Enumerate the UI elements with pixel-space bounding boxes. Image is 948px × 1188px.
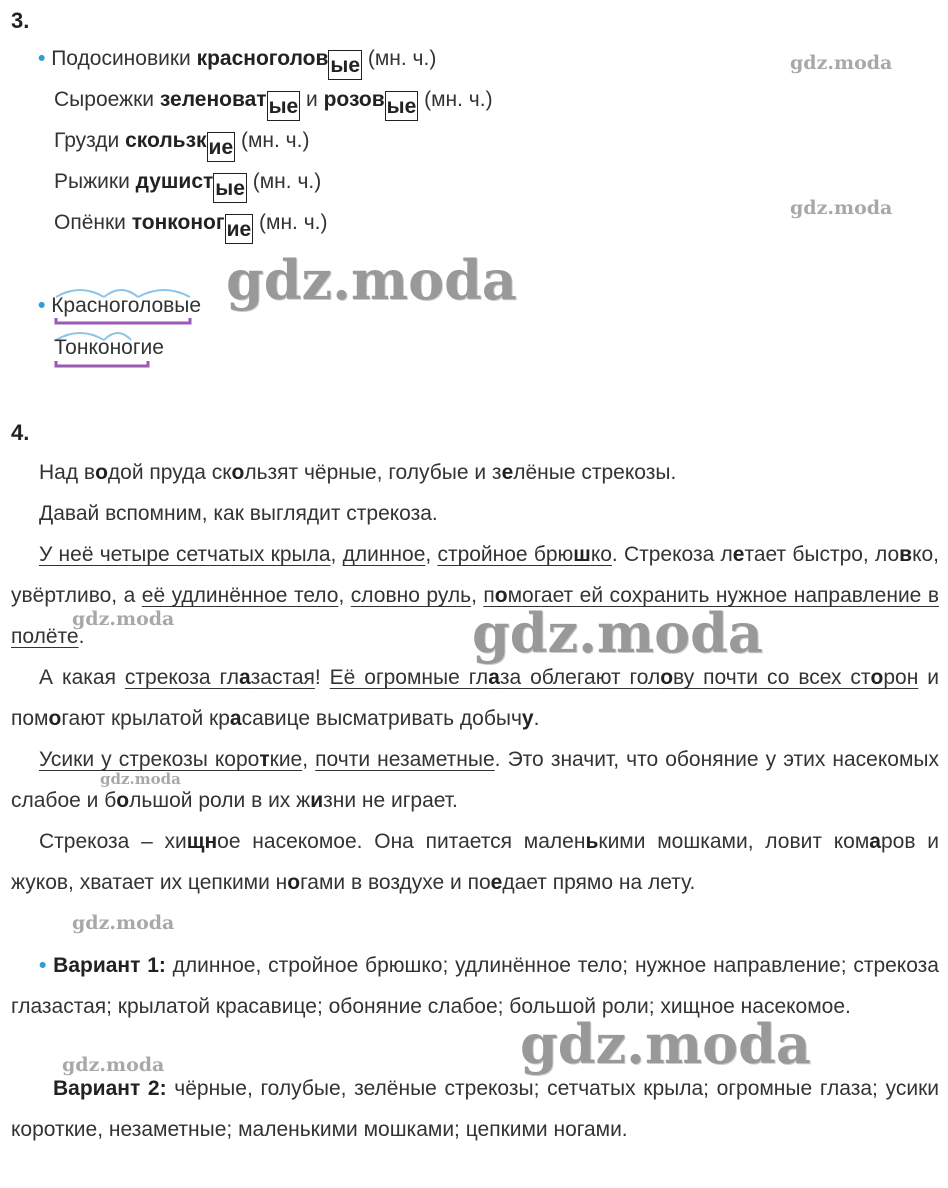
ending-box: ие xyxy=(225,214,254,244)
bullet-icon: • xyxy=(39,954,47,977)
ex4-paragraph-1: Над водой пруда скользят чёрные, голубые и зелёные стрекозы. xyxy=(39,461,677,484)
ex3-row-1: • Подосиновики красноголовые (мн. ч.) xyxy=(38,47,436,80)
ending-box: ые xyxy=(328,50,362,80)
watermark-logo: gdz.moda xyxy=(520,1012,811,1076)
ex4-variant-2: Вариант 2: чёрные, голубые, зелёные стрекозы; сетчатых крыла; огромные глаза; усики короткие, незаметные; маленькими мошками; цепкими ногами. xyxy=(11,1077,939,1141)
ending-box: ые xyxy=(213,173,247,203)
exercise-3-number: 3. xyxy=(11,8,30,33)
ending-box: ие xyxy=(207,132,236,162)
ending-box: ые xyxy=(267,91,301,121)
ex3-row-3: Грузди скользкие (мн. ч.) xyxy=(54,129,309,162)
ex3-row-5: Опёнки тонконогие (мн. ч.) xyxy=(54,211,328,244)
ex3-morph-line-2 xyxy=(54,336,164,360)
morph-word: Тонконогие xyxy=(54,336,164,359)
ex4-variant-1: • Вариант 1: длинное, стройное брюшко; удлинённое тело; нужное направление; стрекоза глазастая; крылатой красавице; обоняние слабое; большой роли; хищное насекомое. xyxy=(11,954,939,1018)
watermark-logo: gdz.moda xyxy=(62,1054,165,1076)
exercise-4-number: 4. xyxy=(11,420,30,445)
morph-word: Красноголовые xyxy=(51,294,202,317)
ex4-paragraph-3: У неё четыре сетчатых крыла, длинное, стройное брюшко. Стрекоза летает быстро, ловко, увёртливо, а её удлинённое тело, словно руль, помогает ей сохранить нужное направление в полёте. xyxy=(11,543,940,648)
watermark-logo: gdz.moda xyxy=(790,197,893,219)
ex4-paragraph-2: Давай вспомним, как выглядит стрекоза. xyxy=(39,502,438,525)
watermark-logo: gdz.moda xyxy=(790,52,893,74)
watermark-logo: gdz.moda xyxy=(100,770,181,788)
ex4-paragraph-5: Усики у стрекозы короткие, почти незаметные. Это значит, что обоняние у этих насекомых слабое и большой роли в их жизни не играет. xyxy=(11,748,939,812)
bullet-icon: • xyxy=(38,294,46,317)
watermark-logo: gdz.moda xyxy=(72,608,175,630)
watermark-logo: gdz.moda xyxy=(472,601,763,665)
ex4-paragraph-6: Стрекоза – хищное насекомое. Она питается маленькими мошками, ловит комаров и жуков, хватает их цепкими ногами в воздухе и поедает прямо на лету. xyxy=(11,830,939,894)
watermark-logo: gdz.moda xyxy=(72,912,175,934)
ex3-row-4: Рыжики душистые (мн. ч.) xyxy=(54,170,321,203)
ex3-morph-line-1 xyxy=(38,294,201,318)
ex4-paragraph-4: А какая стрекоза глазастая! Её огромные глаза облегают голову почти со всех сторон и помогают крылатой красавице высматривать добычу. xyxy=(11,666,939,730)
watermark-logo: gdz.moda xyxy=(226,248,517,312)
ex3-row-2: Сыроежки зеленоватые и розовые (мн. ч.) xyxy=(54,88,493,121)
ending-box: ые xyxy=(385,91,419,121)
bullet-icon: • xyxy=(38,47,46,70)
